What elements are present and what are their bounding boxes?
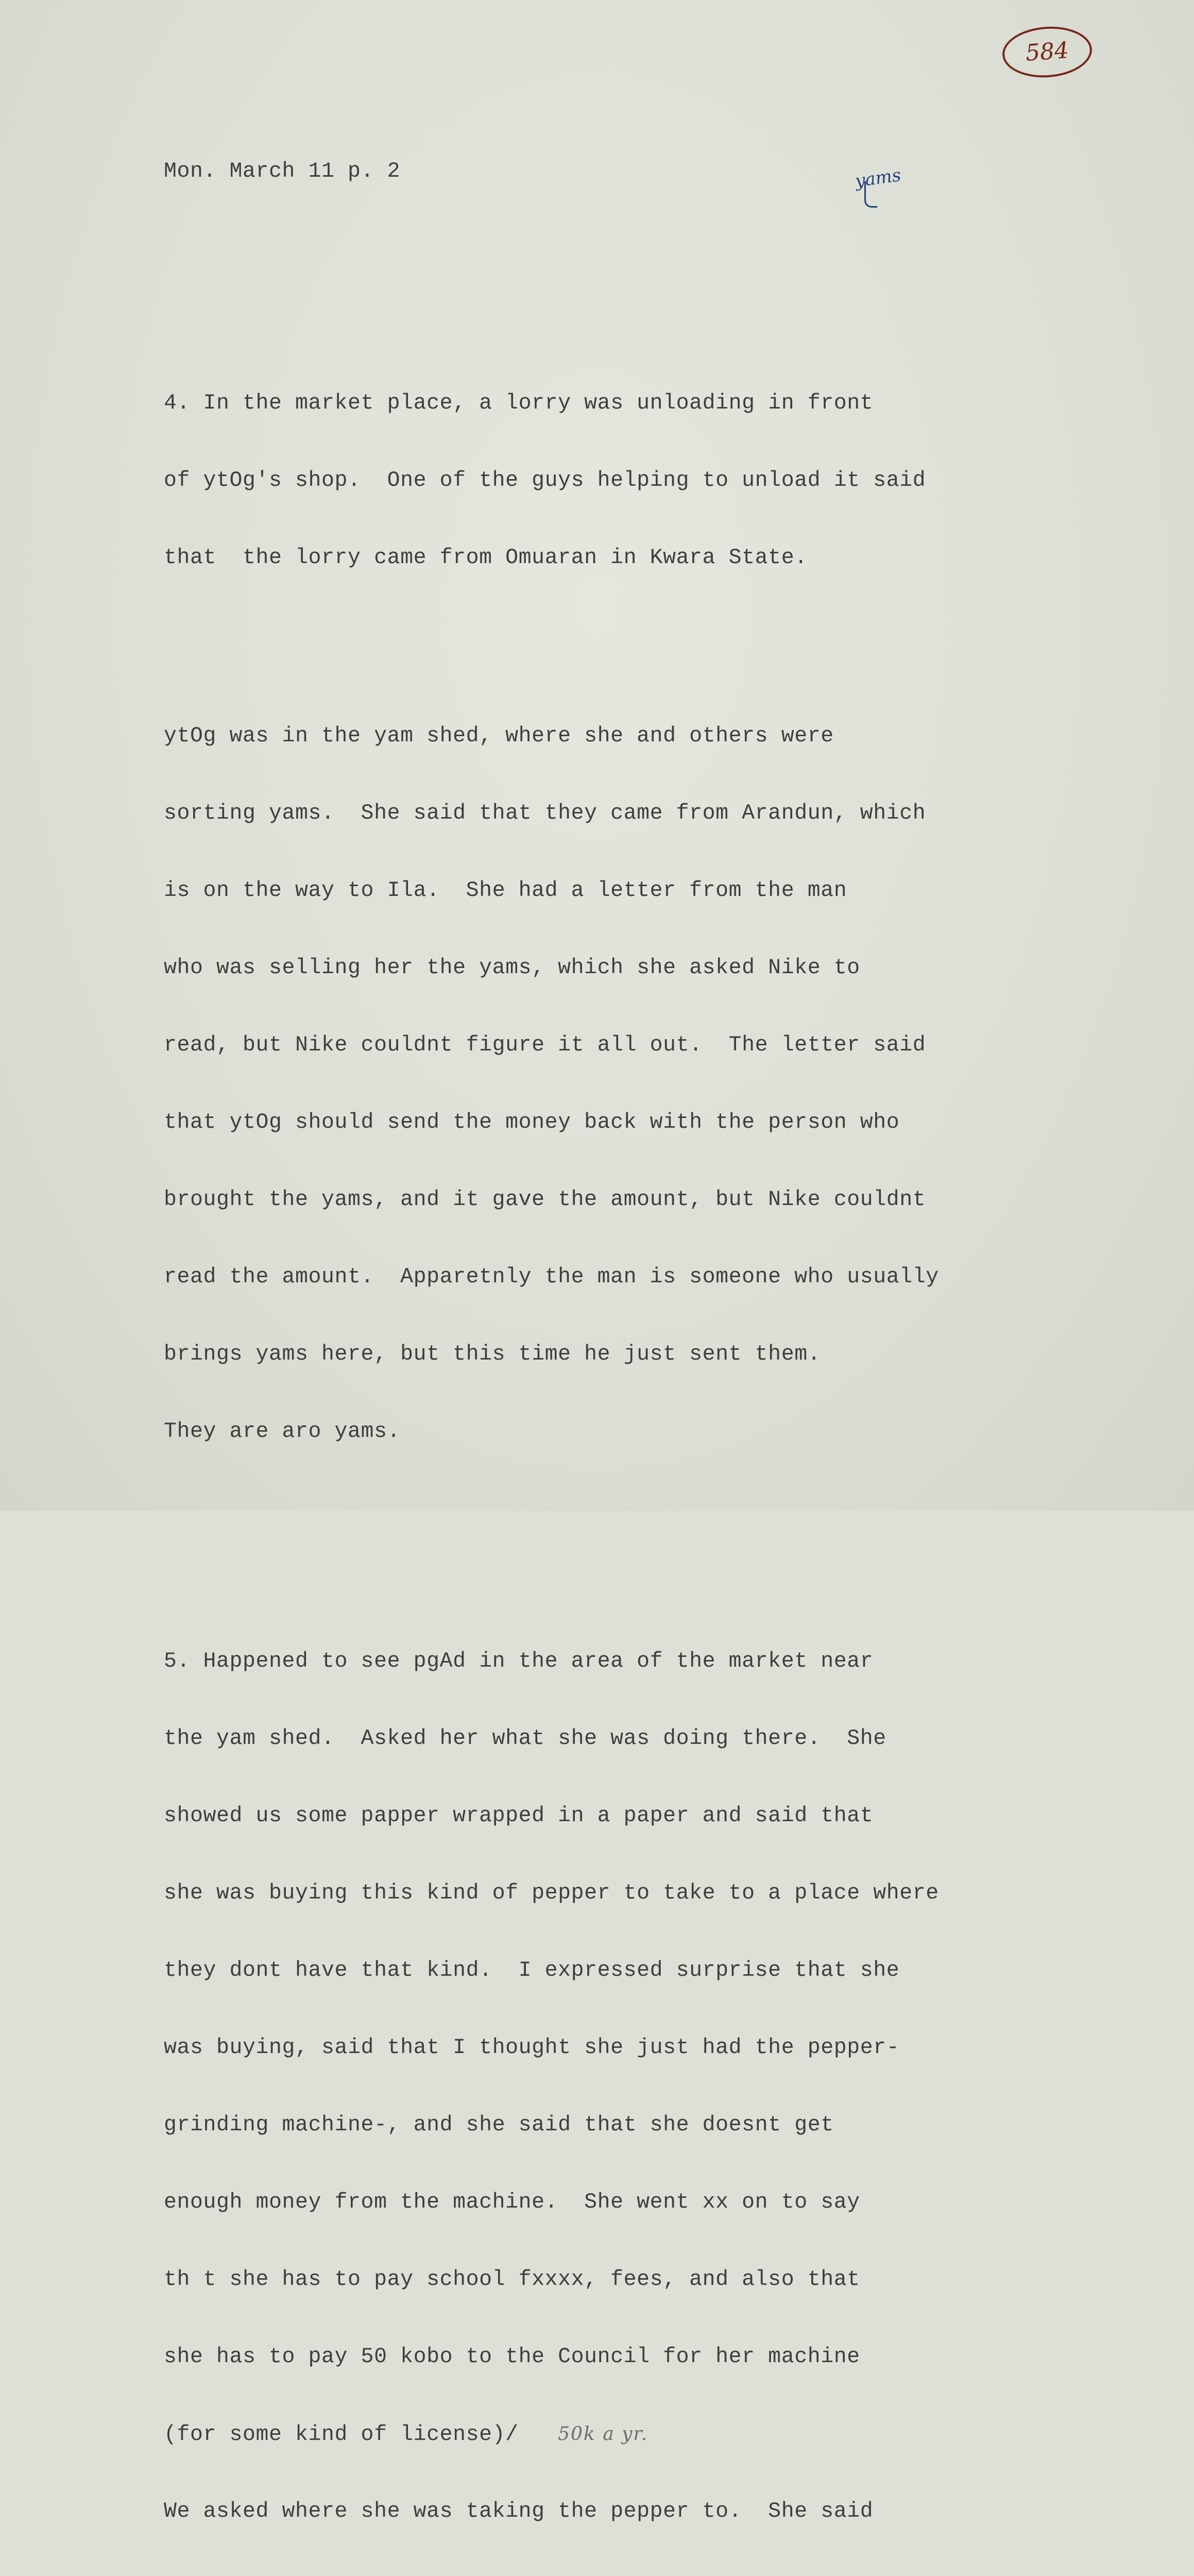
text-line: (for some kind of license)/ [164, 2422, 519, 2447]
page-number-stamp: 584 [1001, 24, 1094, 80]
text-line: 5. Happened to see pgAd in the area of the market near [164, 1649, 874, 1673]
text-line: was buying, said that I thought she just had the pepper- [164, 2036, 900, 2060]
text-line: she was buying this kind of pepper to take to a place where [164, 1881, 939, 1905]
text-line: read, but Nike couldnt figure it all out. The letter said [164, 1033, 926, 1057]
text-line: she has to pay 50 kobo to the Council for her machine [164, 2345, 860, 2369]
text-line: They are aro yams. [164, 1419, 401, 1444]
text-line: that the lorry came from Omuaran in Kwara State. [164, 546, 808, 570]
text-line: brought the yams, and it gave the amount, but Nike couldnt [164, 1188, 926, 1212]
spacer [164, 622, 1142, 646]
spacer [164, 1496, 1142, 1546]
text-line: they dont have that kind. I expressed surprise that she [164, 1958, 900, 1982]
text-line: th t she has to pay school fxxxx, fees, and also that [164, 2267, 860, 2292]
text-line-with-annotation [164, 2421, 1142, 2447]
spacer [164, 236, 1142, 287]
typed-document-body [164, 107, 1142, 2576]
text-line: We asked where she was taking the pepper to. She said [164, 2499, 874, 2523]
text-line: the yam shed. Asked her what she was doing there. She [164, 1726, 886, 1751]
text-line: brings yams here, but this time he just sent them. [164, 1342, 821, 1366]
text-line: is on the way to Ila. She had a letter from the man [164, 878, 847, 903]
text-line: that ytOg should send the money back with the person who [164, 1110, 900, 1134]
text-line: of ytOg's shop. One of the guys helping to unload it said [164, 468, 926, 493]
text-line: showed us some papper wrapped in a paper and said that [164, 1804, 874, 1828]
text-line: 4. In the market place, a lorry was unloading in front [164, 391, 874, 415]
text-line: sorting yams. She said that they came from Arandun, which [164, 801, 926, 825]
handwritten-insertion-yams: yams [854, 164, 902, 192]
text-line: who was selling her the yams, which she asked Nike to [164, 956, 860, 980]
text-line: ytOg was in the yam shed, where she and others were [164, 724, 834, 748]
text-line: grinding machine-, and she said that she doesnt get [164, 2113, 834, 2137]
page-header: Mon. March 11 p. 2 [164, 159, 401, 183]
text-line: enough money from the machine. She went xx on to say [164, 2190, 860, 2214]
handwritten-annotation-fee: 50k a yr. [558, 2424, 649, 2445]
text-line: read the amount. Apparetnly the man is someone who usually [164, 1265, 939, 1289]
